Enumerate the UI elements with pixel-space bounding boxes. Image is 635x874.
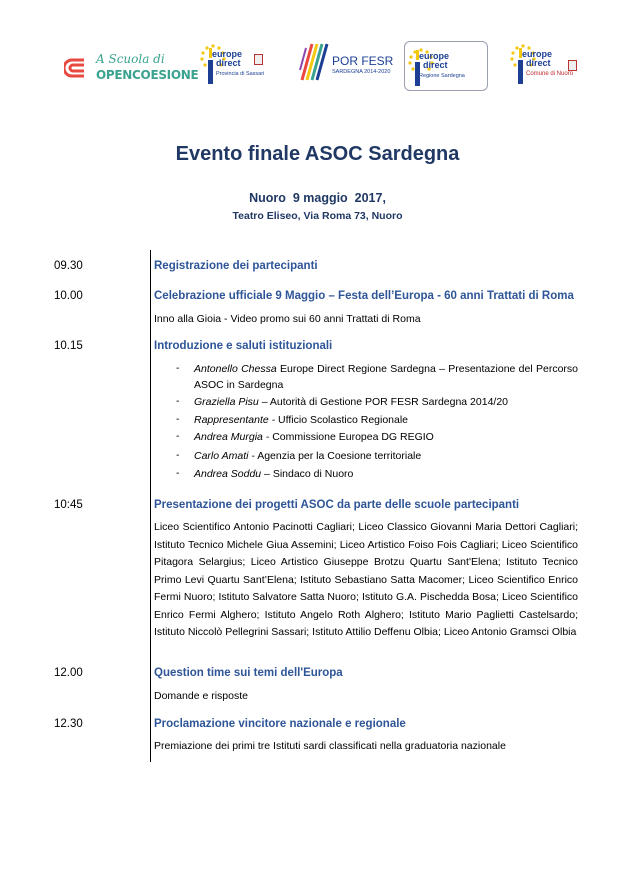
schools-list: Liceo Scientifico Antonio Pacinotti Cagliari; Liceo Classico Giovanni Maria Dettori Cagliari; Istituto Tecnico Michele Giua Assemini; Liceo Artistico Foiso Fois Cagliari; Liceo Scientifico Pitagora Selargius; Liceo Artistico Giuseppe Brotzu Quartu Sant'Elena; Istituto Tecnico Primo Levi Quartu Sant’Elena; Istituto Sebastiano Satta Macomer; Liceo Scientifico Enrico Fermi Nuoro; Istituto Salvatore Satta Nuoro; Istituto G.A. Pischedda Bosa; Liceo Scientifico Enrico Fermi Alghero; Istituto Angelo Roth Alghero; Istituto Mario Paglietti Castelsardo; Istituto Niccolò Pellegrini Sassari; Istituto Attilio Deffenu Olbia; Liceo Antonio Gramsci Olbia bbox=[154, 521, 578, 638]
speaker-role: – Autorità di Gestione POR FESR Sardegna 2014/20 bbox=[258, 396, 509, 408]
schedule-heading: Question time sui temi dell'Europa bbox=[154, 667, 343, 679]
list-item: - Carlo Amati - Agenzia per la Coesione territoriale bbox=[176, 449, 422, 462]
por-fesr-title: POR FESR bbox=[332, 54, 394, 68]
schedule-description: Premiazione dei primi tre Istituti sardi classificati nella graduatoria nazionale bbox=[154, 740, 506, 752]
europe-direct-sub-text: Regione Sardegna bbox=[419, 73, 465, 79]
list-item: - Antonello Chessa Europe Direct Regione Sardegna – Presentazione del Percorso ASOC in Sardegna bbox=[176, 362, 578, 391]
opencoesione-logo bbox=[62, 50, 199, 86]
por-fesr-logo bbox=[298, 38, 394, 94]
speaker-role: Agenzia per la Coesione territoriale bbox=[254, 450, 422, 462]
schedule-heading: Celebrazione ufficiale 9 Maggio – Festa dell’Europa - 60 anni Trattati di Roma bbox=[154, 290, 574, 302]
europe-direct-mid-text: direct bbox=[216, 58, 241, 68]
speaker-name: Antonello Chessa bbox=[194, 363, 277, 375]
speaker-role: Europe Direct Regione Sardegna – Presentazione del Percorso ASOC in Sardegna bbox=[194, 363, 578, 391]
schedule-time: 12.30 bbox=[54, 718, 83, 730]
por-fesr-sub-text: SARDEGNA 2014-2020 bbox=[332, 69, 391, 75]
schedule-time: 09.30 bbox=[54, 260, 83, 272]
opencoesione-logo-bottom-text: OPENCOESIONE bbox=[96, 68, 199, 82]
europe-direct-top-text: europe bbox=[212, 49, 243, 59]
coat-of-arms-icon bbox=[254, 54, 263, 65]
europe-direct-mid-text: direct bbox=[526, 58, 551, 68]
list-item: - Graziella Pisu – Autorità di Gestione POR FESR Sardegna 2014/20 bbox=[176, 395, 509, 408]
speaker-name: Rappresentante - bbox=[194, 413, 276, 426]
opencoesione-logo-icon bbox=[64, 58, 88, 78]
europe-direct-mid-text: direct bbox=[423, 60, 448, 70]
schedule-heading: Registrazione dei partecipanti bbox=[154, 260, 318, 272]
speakers-list bbox=[176, 362, 578, 485]
speaker-name: Graziella Pisu bbox=[194, 396, 259, 408]
speaker-name: Carlo Amati - bbox=[194, 450, 255, 462]
speaker-role: Ufficio Scolastico Regionale bbox=[275, 413, 409, 426]
schedule-description: Inno alla Gioia - Video promo sui 60 anni Trattati di Roma bbox=[154, 313, 421, 325]
schedule-time: 12.00 bbox=[54, 667, 83, 679]
list-item: - Andrea Murgia - Commissione Europea DG REGIO bbox=[176, 430, 434, 443]
schedule-time: 10:45 bbox=[54, 499, 83, 511]
speaker-name: Andrea Murgia - bbox=[194, 431, 270, 443]
europe-direct-top-text: europe bbox=[419, 51, 450, 61]
logo-bar-mark bbox=[518, 60, 523, 84]
list-item: - Rappresentante - Ufficio Scolastico Regionale bbox=[176, 412, 409, 426]
europe-direct-sub-text: Provincia di Sassari bbox=[216, 71, 265, 77]
coat-of-arms-icon bbox=[568, 60, 577, 71]
schedule-time: 10.00 bbox=[54, 290, 83, 302]
event-place-date: Nuoro 9 maggio 2017, bbox=[249, 191, 386, 205]
europe-direct-nuoro-logo bbox=[510, 40, 580, 96]
logo-bar-mark bbox=[208, 60, 213, 84]
speaker-role: Commissione Europea DG REGIO bbox=[269, 431, 434, 443]
timeline-divider bbox=[150, 250, 151, 762]
speaker-name: Andrea Soddu bbox=[194, 468, 262, 480]
por-stripes-icon bbox=[298, 40, 330, 84]
speaker-role: – Sindaco di Nuoro bbox=[261, 468, 354, 480]
opencoesione-logo-top-text: A Scuola di bbox=[96, 52, 165, 66]
schedule-heading: Introduzione e saluti istituzionali bbox=[154, 340, 333, 352]
logo-bar bbox=[0, 38, 635, 98]
page-title: Evento finale ASOC Sardegna bbox=[175, 143, 460, 165]
schedule-description: Domande e risposte bbox=[154, 690, 248, 702]
europe-direct-top-text: europe bbox=[522, 49, 553, 59]
schedule-heading: Presentazione dei progetti ASOC da parte delle scuole partecipanti bbox=[154, 499, 520, 511]
europe-direct-sub-text: Comune di Nuoro bbox=[526, 71, 574, 77]
list-item: - Andrea Soddu – Sindaco di Nuoro bbox=[176, 467, 354, 480]
event-venue: Teatro Eliseo, Via Roma 73, Nuoro bbox=[232, 210, 403, 222]
schedule-time: 10.15 bbox=[54, 340, 83, 352]
europe-direct-sassari-logo bbox=[200, 40, 270, 96]
europe-direct-regione-logo bbox=[404, 41, 488, 91]
schedule-heading: Proclamazione vincitore nazionale e regionale bbox=[154, 718, 406, 730]
